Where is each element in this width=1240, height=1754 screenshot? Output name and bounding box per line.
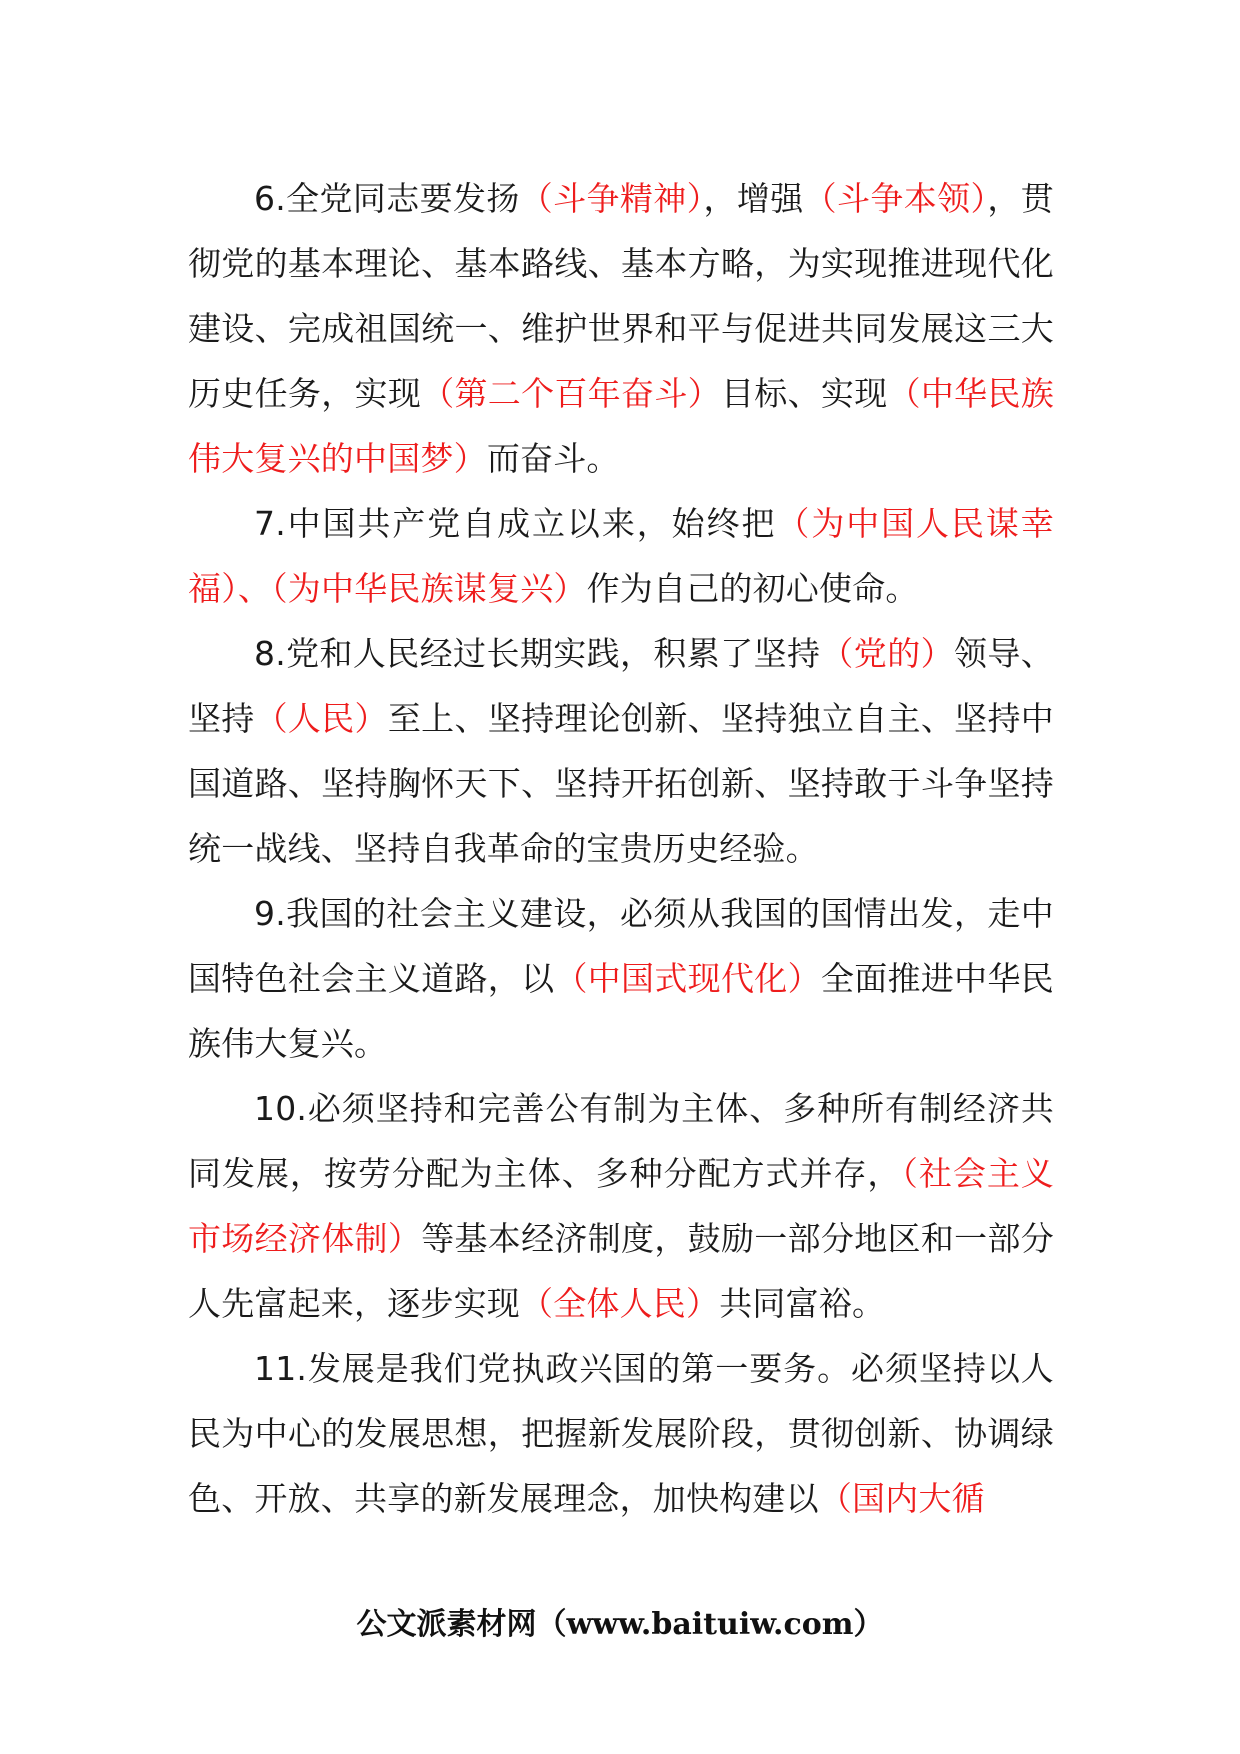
document-body xyxy=(188,166,1054,1531)
paragraph-8 xyxy=(188,621,1054,881)
paragraph-10 xyxy=(188,1076,1054,1336)
text-segment: 9.我国的社会主义建设，必须从我国的国情出发，走中国特色社会主义道路，以 xyxy=(188,894,1054,998)
text-segment: 10.必须坚持和完善公有制为主体、多种所有制经济共同发展，按劳分配为主体、多种分配方式并存， xyxy=(188,1089,1054,1193)
text-segment: 而奋斗。 xyxy=(486,439,620,478)
text-segment: 、 xyxy=(237,569,272,608)
text-segment: 全面推进中华民族伟大复兴。 xyxy=(188,959,1055,1063)
text-segment: 领导、坚持 xyxy=(188,634,1054,738)
answer-blank: （斗争本领） xyxy=(803,179,988,218)
paragraph-9 xyxy=(188,881,1054,1076)
answer-blank: （人民） xyxy=(254,699,388,738)
answer-blank: （国内大循 xyxy=(818,1479,985,1518)
text-segment: 等基本经济制度，鼓励一部分地区和一部分人先富起来，逐步实现 xyxy=(188,1219,1054,1323)
text-segment: 作为自己的初心使命。 xyxy=(586,569,919,608)
answer-blank: （党的） xyxy=(820,634,954,673)
answer-blank: （为中华民族谋复兴） xyxy=(271,569,587,608)
text-segment: 8.党和人民经过长期实践，积累了坚持 xyxy=(254,634,821,673)
answer-blank: （为中国人民谋幸福） xyxy=(188,504,1055,608)
text-segment: 目标、实现 xyxy=(721,374,888,413)
paragraph-11 xyxy=(188,1336,1054,1531)
answer-blank: （全体人民） xyxy=(520,1284,720,1323)
text-segment: 共同富裕。 xyxy=(719,1284,886,1323)
answer-blank: （中华民族伟大复兴的中国梦） xyxy=(188,374,1055,478)
answer-blank: （第二个百年奋斗） xyxy=(421,374,721,413)
answer-blank: （中国式现代化） xyxy=(554,959,821,998)
text-segment: 至上、坚持理论创新、坚持独立自主、坚持中国道路、坚持胸怀天下、坚持开拓创新、坚持敢于斗争坚持统一战线、坚持自我革命的宝贵历史经验。 xyxy=(188,699,1054,868)
answer-blank: （斗争精神） xyxy=(519,179,704,218)
text-segment: ，贯彻党的基本理论、基本路线、基本方略，为实现推进现代化建设、完成祖国统一、维护世界和平与促进共同发展这三大历史任务，实现 xyxy=(188,179,1055,413)
text-segment: 6.全党同志要发扬 xyxy=(254,179,520,218)
paragraph-6 xyxy=(188,166,1054,491)
text-segment: 7.中国共产党自成立以来，始终把 xyxy=(254,504,777,543)
paragraph-7 xyxy=(188,491,1054,621)
text-segment: ，增强 xyxy=(703,179,804,218)
answer-blank: （社会主义市场经济体制） xyxy=(188,1154,1055,1258)
text-segment: 11.发展是我们党执政兴国的第一要务。必须坚持以人民为中心的发展思想，把握新发展阶段，贯彻创新、协调绿色、开放、共享的新发展理念，加快构建以 xyxy=(188,1349,1054,1518)
footer-watermark: 公文派素材网（www.baituiw.com） xyxy=(356,1607,884,1642)
